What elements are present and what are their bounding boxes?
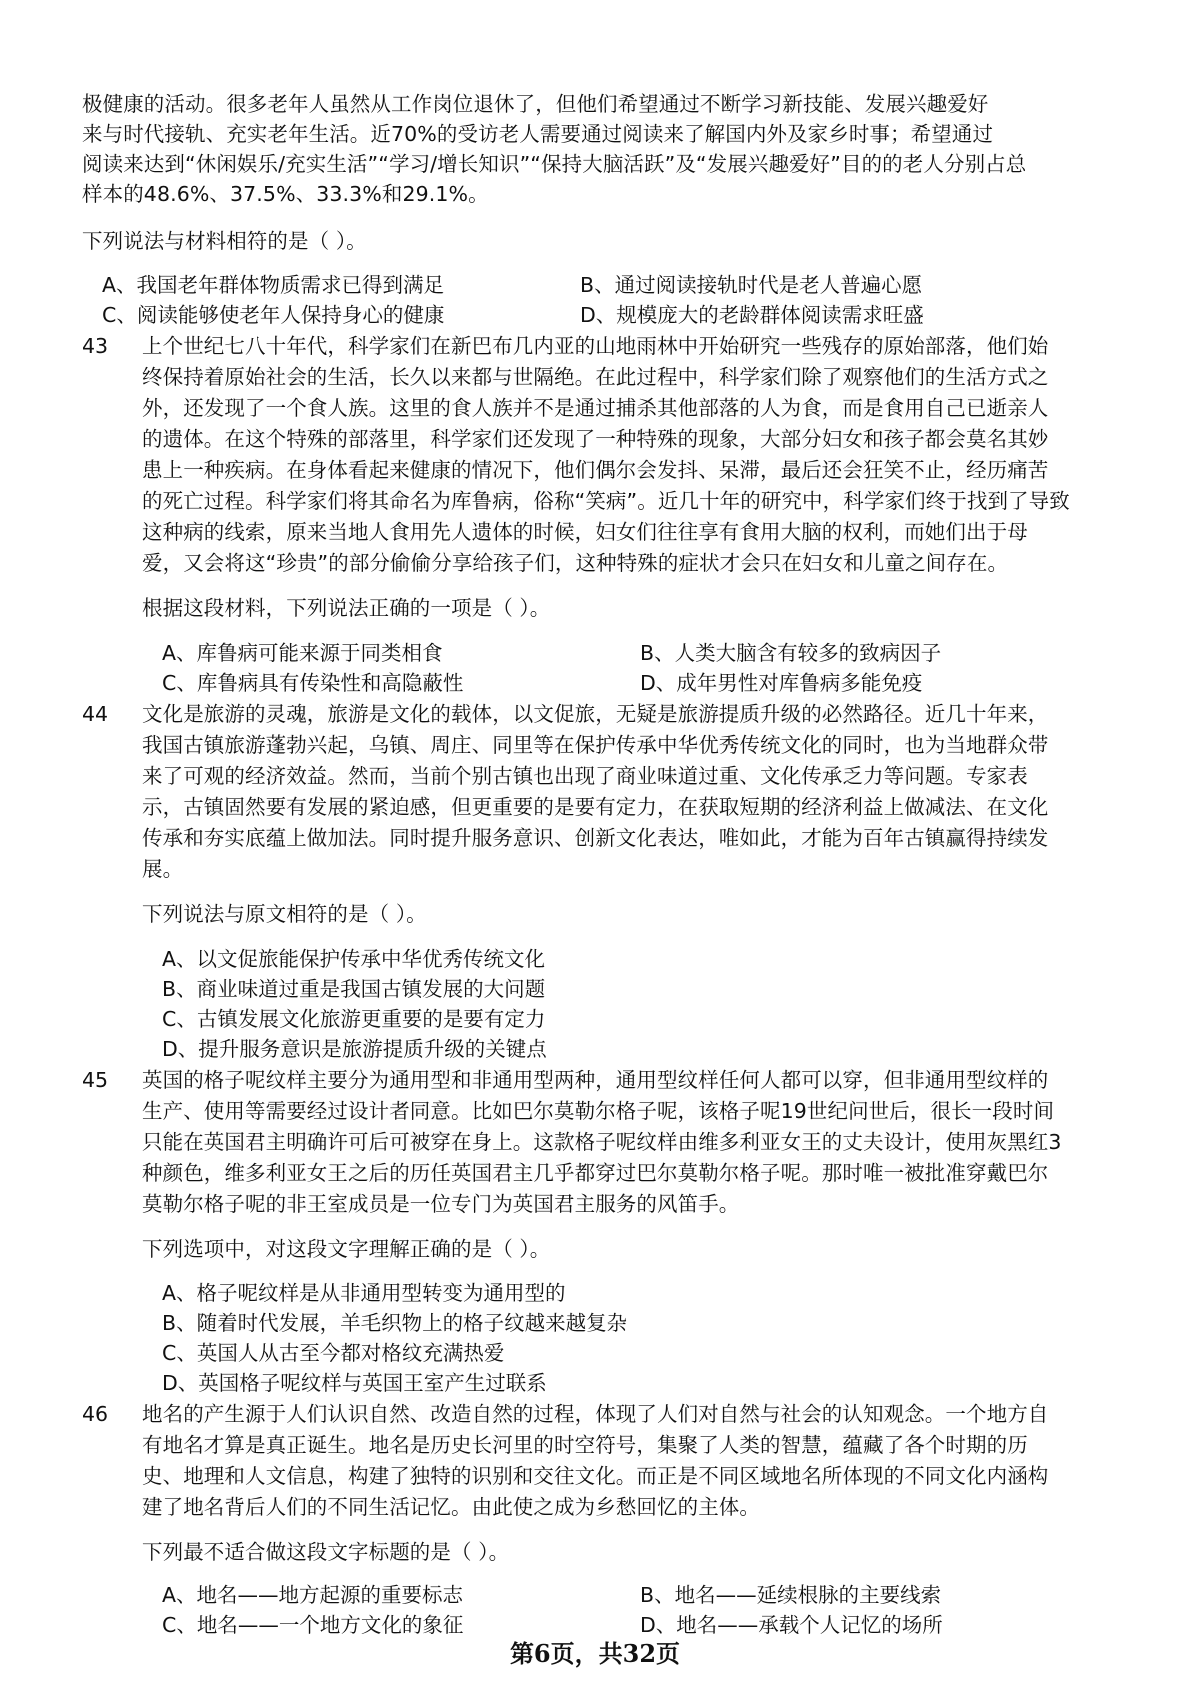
paragraph-line: 的死亡过程。科学家们将其命名为库鲁病，俗称“笑病”。近几十年的研究中，科学家们终于找到了导致 — [142, 489, 1070, 513]
question-number: 45 — [82, 1068, 109, 1092]
paragraph-line: 阅读来达到“休闲娱乐/充实生活”“学习/增长知识”“保持大脑活跃”及“发展兴趣爱好”目的的老人分别占总 — [82, 152, 1027, 176]
option-a: A、我国老年群体物质需求已得到满足 — [102, 273, 445, 297]
paragraph-line: 有地名才算是真正诞生。地名是历史长河里的时空符号，集聚了人类的智慧，蕴藏了各个时期的历 — [142, 1433, 1028, 1457]
paragraph-line: 爱，又会将这“珍贵”的部分偷偷分享给孩子们，这种特殊的症状才会只在妇女和儿童之间存在。 — [142, 551, 1009, 575]
option-d: D、地名——承载个人记忆的场所 — [640, 1613, 943, 1637]
paragraph-line: 这种病的线索，原来当地人食用先人遗体的时候，妇女们往往享有食用大脑的权利，而她们出于母 — [142, 520, 1028, 544]
paragraph-line: 极健康的活动。很多老年人虽然从工作岗位退休了，但他们希望通过不断学习新技能、发展兴趣爱好 — [82, 92, 989, 116]
option-b: B、地名——延续根脉的主要线索 — [640, 1583, 942, 1607]
paragraph-line: 外，还发现了一个食人族。这里的食人族并不是通过捕杀其他部落的人为食，而是食用自己已逝亲人 — [142, 396, 1049, 420]
paragraph-line: 莫勒尔格子呢的非王室成员是一位专门为英国君主服务的风笛手。 — [142, 1192, 740, 1216]
option-c: C、库鲁病具有传染性和高隐蔽性 — [162, 671, 464, 695]
paragraph-line: 患上一种疾病。在身体看起来健康的情况下，他们偶尔会发抖、呆滞，最后还会狂笑不止，经历痛苦 — [142, 458, 1049, 482]
option-a: A、以文促旅能保护传承中华优秀传统文化 — [162, 947, 546, 971]
paragraph-line: 样本的48.6%、37.5%、33.3%和29.1%。 — [82, 182, 489, 206]
option-a: A、库鲁病可能来源于同类相食 — [162, 641, 443, 665]
paragraph-line: 展。 — [142, 857, 184, 881]
option-a: A、格子呢纹样是从非通用型转变为通用型的 — [162, 1281, 566, 1305]
option-d: D、提升服务意识是旅游提质升级的关键点 — [162, 1037, 547, 1061]
option-d: D、成年男性对库鲁病多能免疫 — [640, 671, 923, 695]
option-b: B、随着时代发展，羊毛织物上的格子纹越来越复杂 — [162, 1311, 628, 1335]
question-prompt: 根据这段材料，下列说法正确的一项是（ ）。 — [142, 596, 551, 620]
paragraph-line: 文化是旅游的灵魂，旅游是文化的载体，以文促旅，无疑是旅游提质升级的必然路径。近几十年来， — [142, 702, 1049, 726]
option-b: B、通过阅读接轨时代是老人普遍心愿 — [580, 273, 923, 297]
paragraph-line: 我国古镇旅游蓬勃兴起，乌镇、周庄、同里等在保护传承中华优秀传统文化的同时，也为当地群众带 — [142, 733, 1049, 757]
option-c: C、英国人从古至今都对格纹充满热爱 — [162, 1341, 505, 1365]
question-prompt: 下列最不适合做这段文字标题的是（ ）。 — [142, 1540, 510, 1564]
page-footer: 第6页，共32页 — [509, 1639, 681, 1668]
paragraph-line: 传承和夯实底蕴上做加法。同时提升服务意识、创新文化表达，唯如此，才能为百年古镇赢得持续发 — [142, 826, 1049, 850]
paragraph-line: 终保持着原始社会的生活，长久以来都与世隔绝。在此过程中，科学家们除了观察他们的生活方式之 — [142, 365, 1049, 389]
paragraph-line: 史、地理和人文信息，构建了独特的识别和交往文化。而正是不同区域地名所体现的不同文化内涵构 — [142, 1464, 1049, 1488]
option-c: C、古镇发展文化旅游更重要的是要有定力 — [162, 1007, 546, 1031]
option-b: B、商业味道过重是我国古镇发展的大问题 — [162, 977, 546, 1001]
paragraph-line: 建了地名背后人们的不同生活记忆。由此使之成为乡愁回忆的主体。 — [142, 1495, 760, 1519]
question-number: 43 — [82, 334, 109, 358]
paragraph-line: 生产、使用等需要经过设计者同意。比如巴尔莫勒尔格子呢，该格子呢19世纪问世后，很长一段时间 — [142, 1099, 1055, 1123]
question-prompt: 下列选项中，对这段文字理解正确的是（ ）。 — [142, 1237, 551, 1261]
paragraph-line: 英国的格子呢纹样主要分为通用型和非通用型两种，通用型纹样任何人都可以穿，但非通用型纹样的 — [142, 1068, 1049, 1092]
paragraph-line: 示，古镇固然要有发展的紧迫感，但更重要的是要有定力，在获取短期的经济利益上做减法、在文化 — [142, 795, 1049, 819]
paragraph-line: 只能在英国君主明确许可后可被穿在身上。这款格子呢纹样由维多利亚女王的丈夫设计，使用灰黑红3 — [142, 1130, 1062, 1154]
option-c: C、阅读能够使老年人保持身心的健康 — [102, 303, 445, 327]
question-number: 44 — [82, 702, 109, 726]
question-prompt: 下列说法与材料相符的是（ ）。 — [82, 229, 367, 253]
paragraph-line: 来了可观的经济效益。然而，当前个别古镇也出现了商业味道过重、文化传承乏力等问题。专家表 — [142, 764, 1028, 788]
paragraph-line: 来与时代接轨、充实老年生活。近70%的受访老人需要通过阅读来了解国内外及家乡时事；希望通过 — [82, 122, 994, 146]
option-a: A、地名——地方起源的重要标志 — [162, 1583, 464, 1607]
option-d: D、英国格子呢纹样与英国王室产生过联系 — [162, 1371, 547, 1395]
paragraph-line: 上个世纪七八十年代，科学家们在新巴布几内亚的山地雨林中开始研究一些残存的原始部落，他们始 — [142, 334, 1049, 358]
paragraph-line: 种颜色，维多利亚女王之后的历任英国君主几乎都穿过巴尔莫勒尔格子呢。那时唯一被批准穿戴巴尔 — [142, 1161, 1049, 1185]
option-b: B、人类大脑含有较多的致病因子 — [640, 641, 942, 665]
paragraph-line: 的遗体。在这个特殊的部落里，科学家们还发现了一种特殊的现象，大部分妇女和孩子都会莫名其妙 — [142, 427, 1049, 451]
question-prompt: 下列说法与原文相符的是（ ）。 — [142, 902, 427, 926]
paragraph-line: 地名的产生源于人们认识自然、改造自然的过程，体现了人们对自然与社会的认知观念。一个地方自 — [142, 1402, 1049, 1426]
option-d: D、规模庞大的老龄群体阅读需求旺盛 — [580, 303, 924, 327]
option-c: C、地名——一个地方文化的象征 — [162, 1613, 464, 1637]
question-number: 46 — [82, 1402, 109, 1426]
